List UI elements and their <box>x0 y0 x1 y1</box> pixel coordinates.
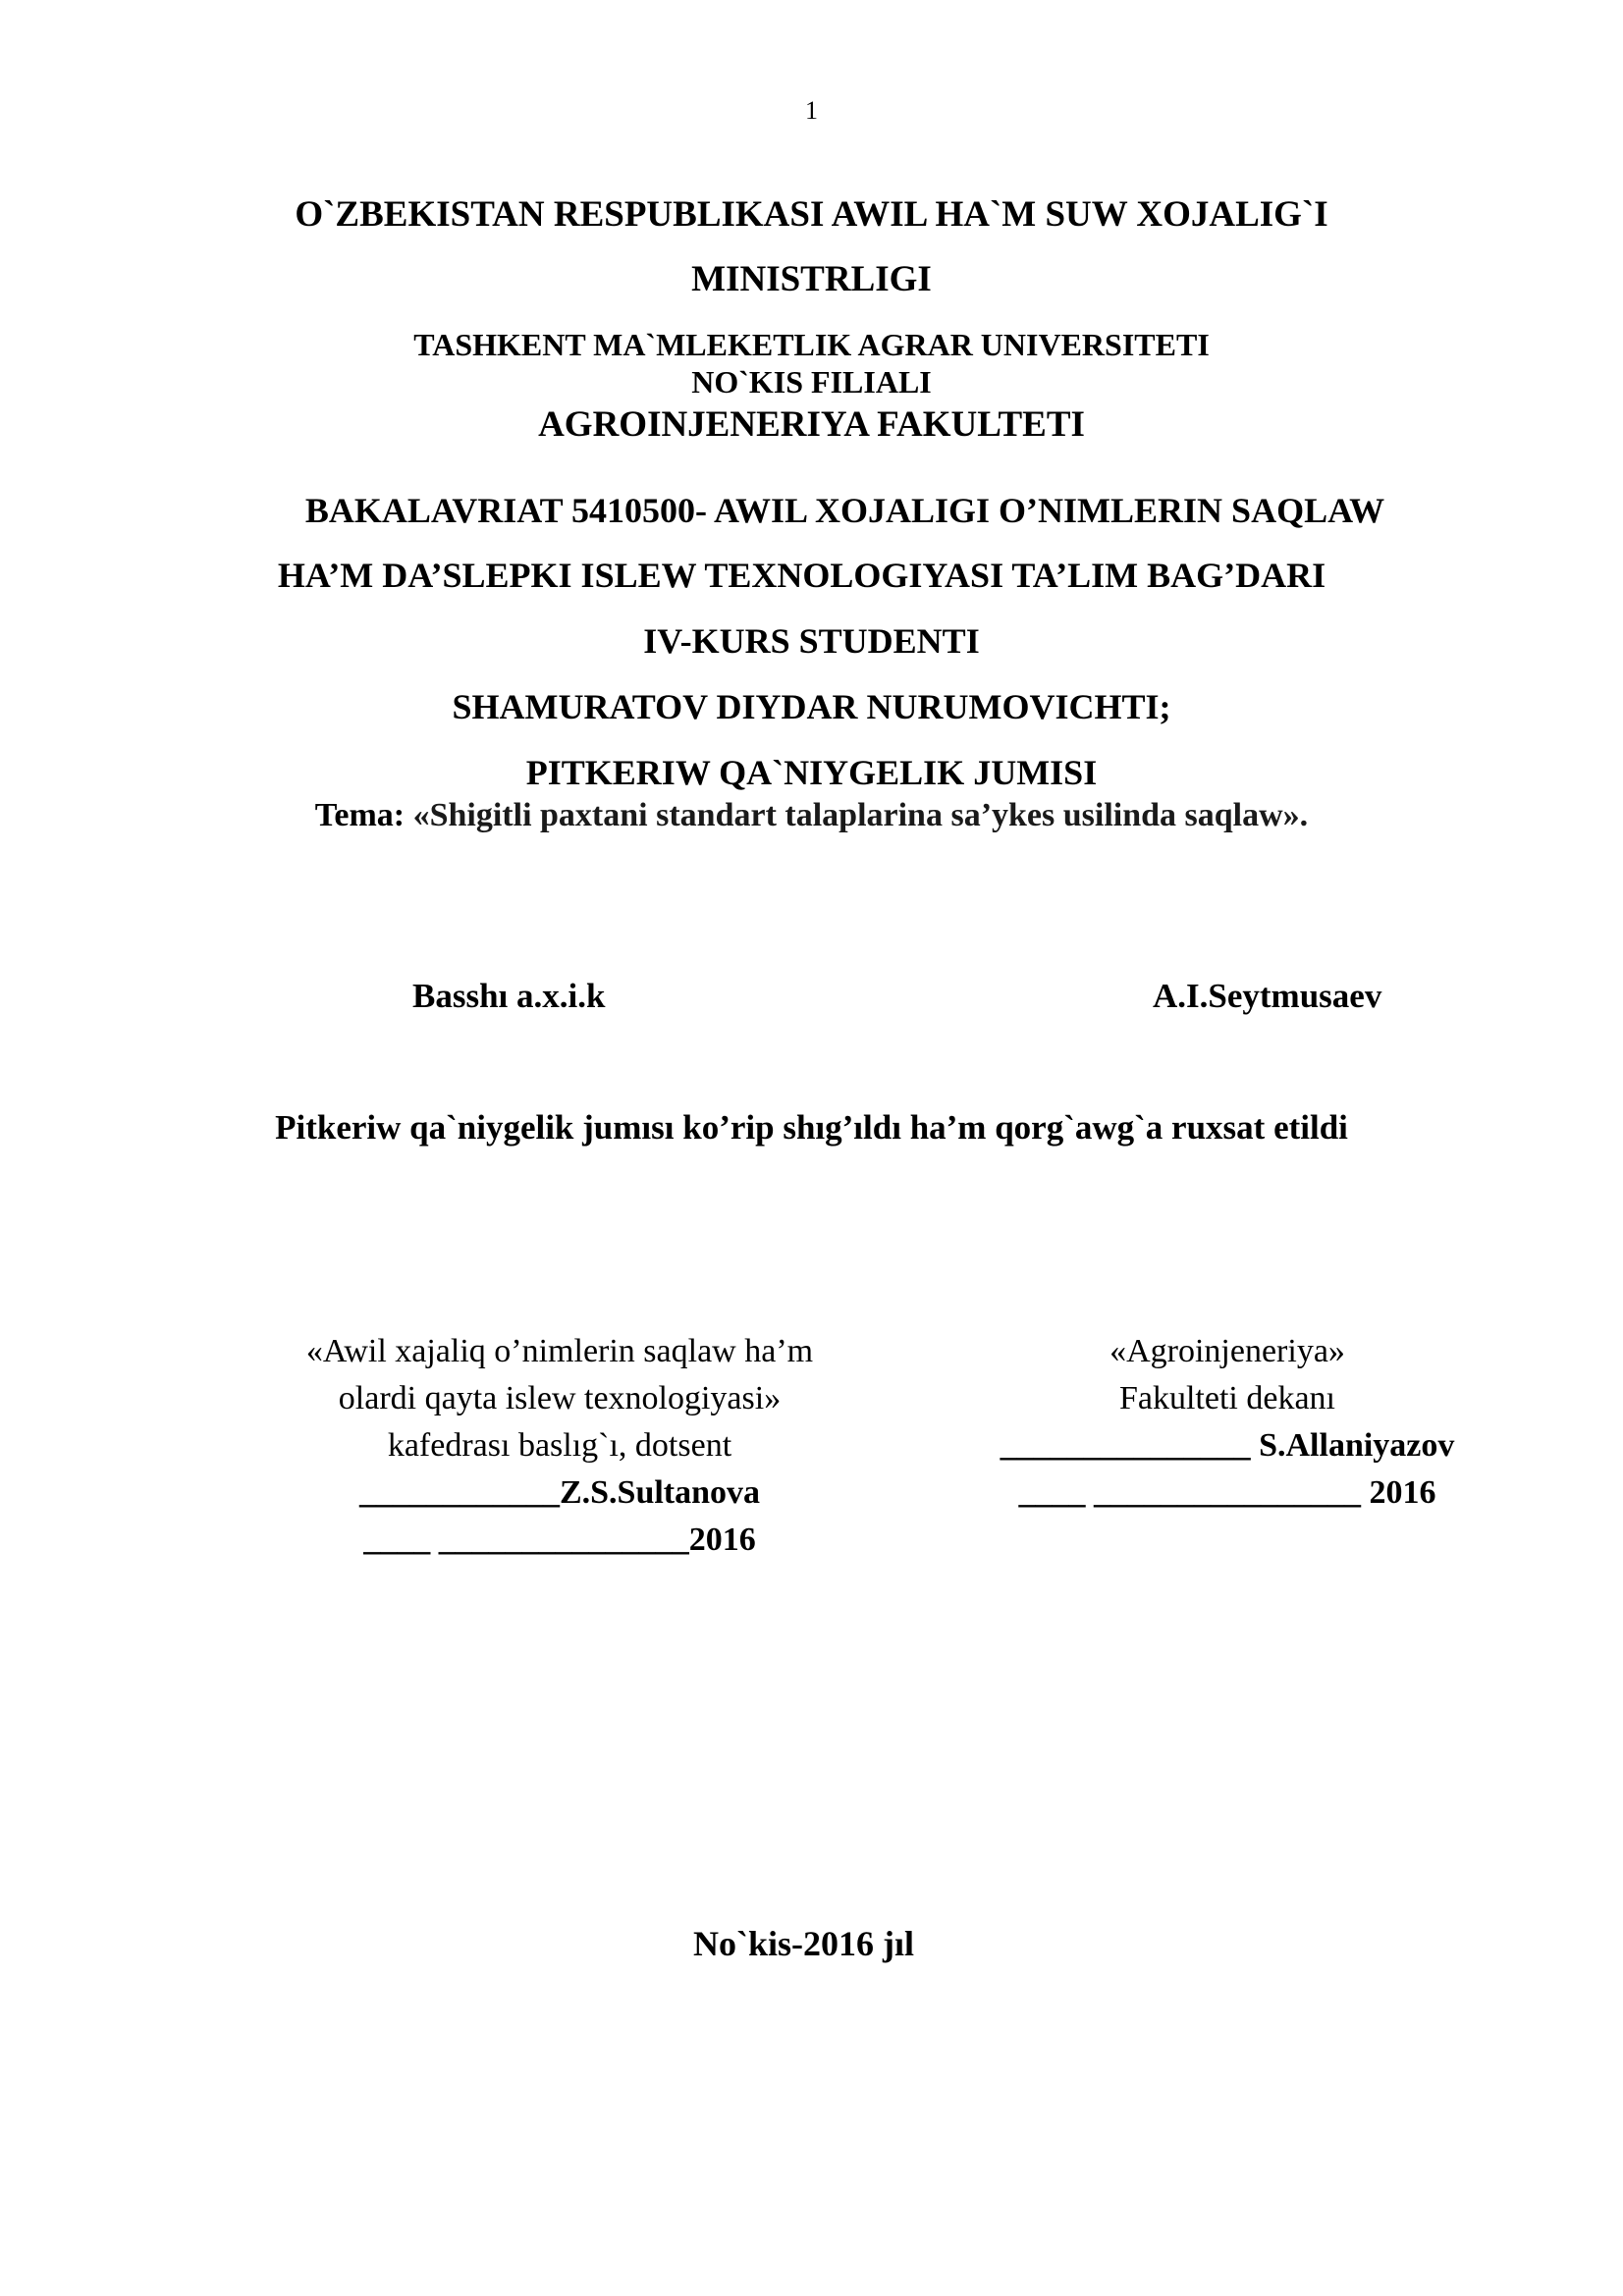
topic-label: Tema: <box>314 797 406 833</box>
right-signature-name: _______________ S.Allaniyazov <box>1000 1427 1455 1464</box>
right-signature-line1: «Agroinjeneriya» <box>1109 1333 1345 1369</box>
right-signature-line2: Fakulteti dekanı <box>1118 1380 1335 1416</box>
ministry-title-line1: O`ZBEKISTAN RESPUBLIKASI AWIL HA`M SUW XOJALIG`I <box>295 194 1328 235</box>
student-name: SHAMURATOV DIYDAR NURUMOVICHTI; <box>452 687 1171 726</box>
faculty-name: AGROINJENERIYA FAKULTETI <box>538 404 1085 445</box>
page-number: 1 <box>805 96 818 125</box>
left-signature-line1: «Awil xajaliq o’nimlerin saqlaw ha’m <box>305 1333 814 1369</box>
left-signature-line2: olardi qayta islew texnologiyasi» <box>338 1380 782 1416</box>
left-signature-block <box>226 1328 893 1564</box>
ministry-title-line2: MINISTRLIGI <box>691 259 932 299</box>
work-title: PITKERIW QA`NIYGELIK JUMISI <box>525 753 1098 792</box>
topic-line <box>0 796 1623 834</box>
program-line2: HA’M DA’SLEPKI ISLEW TEXNOLOGIYASI TA’LIM BAG’DARI <box>277 556 1326 595</box>
course-label: IV-KURS STUDENTI <box>643 621 980 661</box>
left-signature-line3: kafedrası baslıg`ı, dotsent <box>387 1427 732 1464</box>
branch-name: NO`KIS FILIALI <box>691 364 932 400</box>
university-name: TASHKENT MA`MLEKETLIK AGRAR UNIVERSITETI <box>413 327 1210 362</box>
approval-statement: Pitkeriw qa`niygelik jumısı ko’rip shıg’ıldı ha’m qorg`awg`a ruxsat etildi <box>275 1108 1348 1147</box>
left-signature-name: ____________Z.S.Sultanova <box>358 1474 761 1511</box>
footer-place-year: No`kis-2016 jıl <box>693 1924 914 1963</box>
right-signature-date: ____ ________________ 2016 <box>1018 1474 1436 1511</box>
supervisor-title: Basshı a.x.i.k <box>412 977 606 1015</box>
program-line1: BAKALAVRIAT 5410500- AWIL XOJALIGI O’NIMLERIN SAQLAW <box>304 491 1385 530</box>
left-signature-date: ____ _______________2016 <box>363 1522 756 1558</box>
right-signature-block <box>933 1328 1522 1517</box>
supervisor-name: A.I.Seytmusaev <box>1153 977 1382 1015</box>
topic-text: «Shigitli paxtani standart talaplarina sa’ykes usilinda saqlaw». <box>412 797 1309 833</box>
